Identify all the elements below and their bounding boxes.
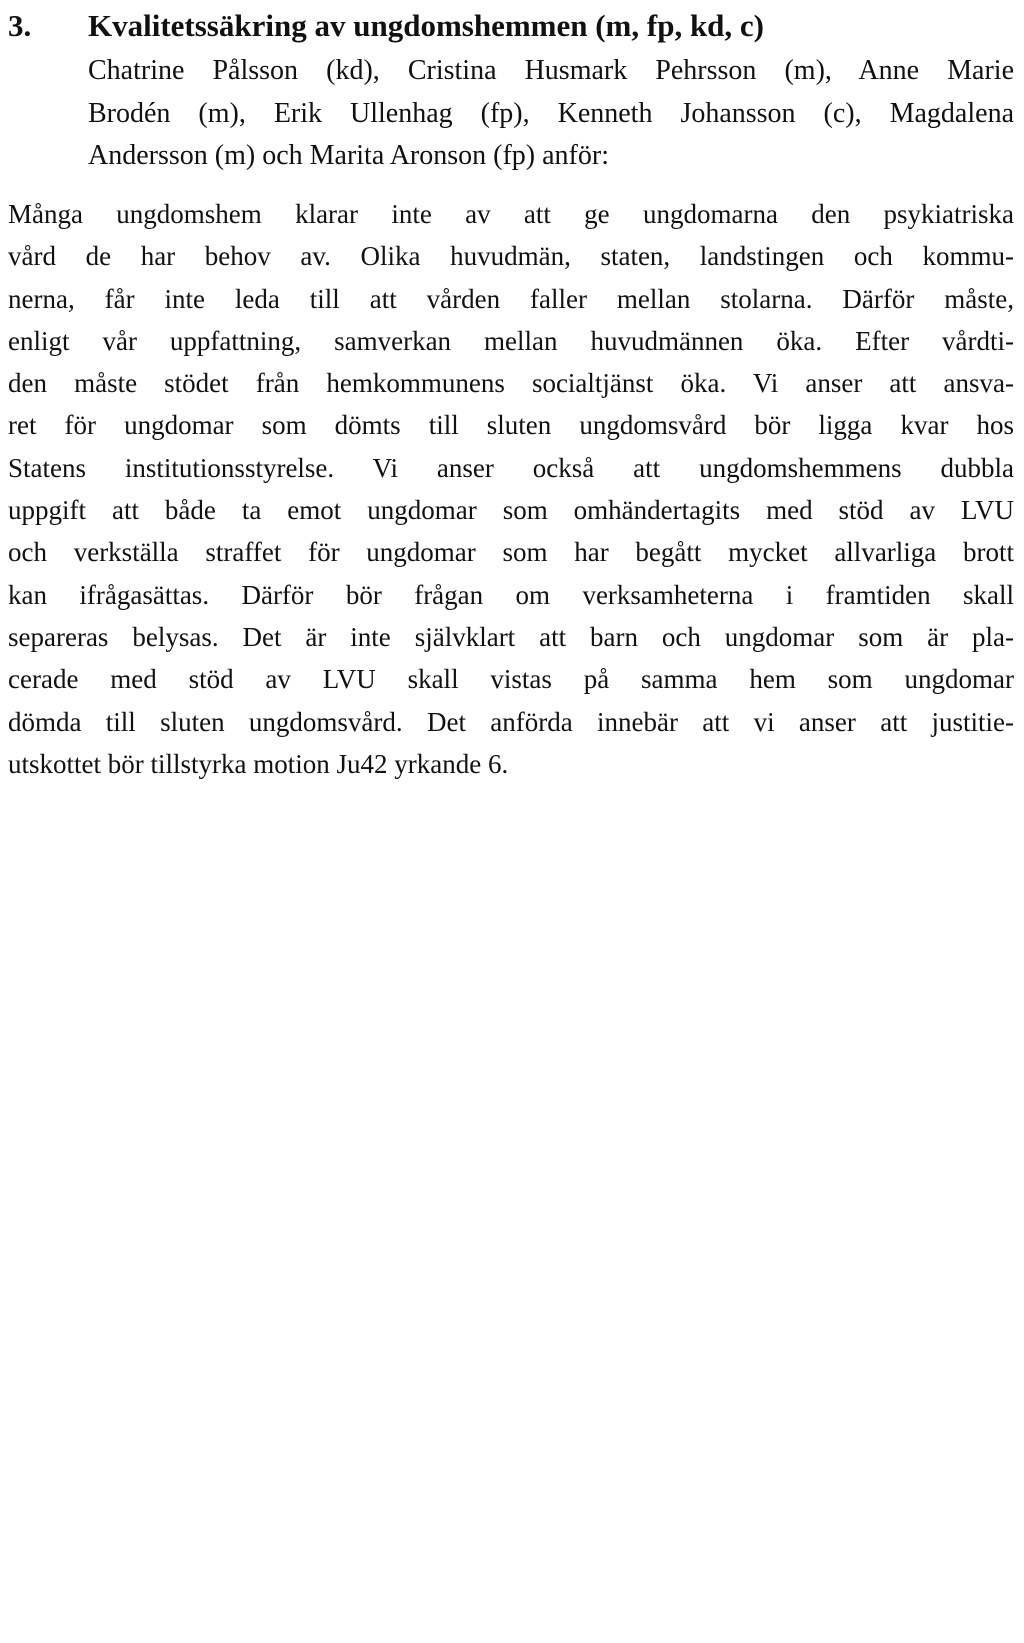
body-line: kan ifrågasättas. Därför bör frågan om verksamheterna i framtiden skall (8, 579, 1014, 610)
body-line: separeras belysas. Det är inte självklart att barn och ungdomar som är pla- (8, 621, 1014, 652)
section-heading (8, 6, 1013, 46)
body-line: utskottet bör tillstyrka motion Ju42 yrkande 6. (8, 748, 509, 779)
body-line: och verkställa straffet för ungdomar som har begått mycket allvarliga brott (8, 537, 1014, 568)
body-line: nerna, får inte leda till att vården faller mellan stolarna. Därför måste, (8, 283, 1014, 314)
body-line: ret för ungdomar som dömts till sluten ungdomsvård bör ligga kvar hos (8, 410, 1014, 441)
body-line: enligt vår uppfattning, samverkan mellan huvudmännen öka. Efter vårdti- (8, 325, 1014, 356)
body-line: den måste stödet från hemkommunens socialtjänst öka. Vi anser att ansva- (8, 368, 1014, 399)
body-line: Många ungdomshem klarar inte av att ge ungdomarna den psykiatriska (8, 199, 1014, 229)
author-line: Brodén (m), Erik Ullenhag (fp), Kenneth Johansson (c), Magdalena (88, 97, 1014, 129)
author-line: Andersson (m) och Marita Aronson (fp) anför: (88, 140, 609, 171)
section-title: Kvalitetssäkring av ungdomshemmen (m, fp, kd, c) (88, 8, 765, 43)
body-line: dömda till sluten ungdomsvård. Det anförda innebär att vi anser att justitie- (8, 706, 1014, 737)
section-number: 3. (8, 8, 32, 43)
body-line: uppgift att både ta emot ungdomar som omhändertagits med stöd av LVU (8, 495, 1014, 526)
author-list (88, 50, 1014, 178)
body-line: Statens institutionsstyrelse. Vi anser också att ungdomshemmens dubbla (8, 452, 1014, 483)
author-line: Chatrine Pålsson (kd), Cristina Husmark Pehrsson (m), Anne Marie (88, 55, 1014, 86)
body-paragraph (8, 193, 1014, 785)
body-line: vård de har behov av. Olika huvudmän, staten, landstingen och kommu- (8, 241, 1014, 272)
body-line: cerade med stöd av LVU skall vistas på samma hem som ungdomar (8, 664, 1014, 695)
